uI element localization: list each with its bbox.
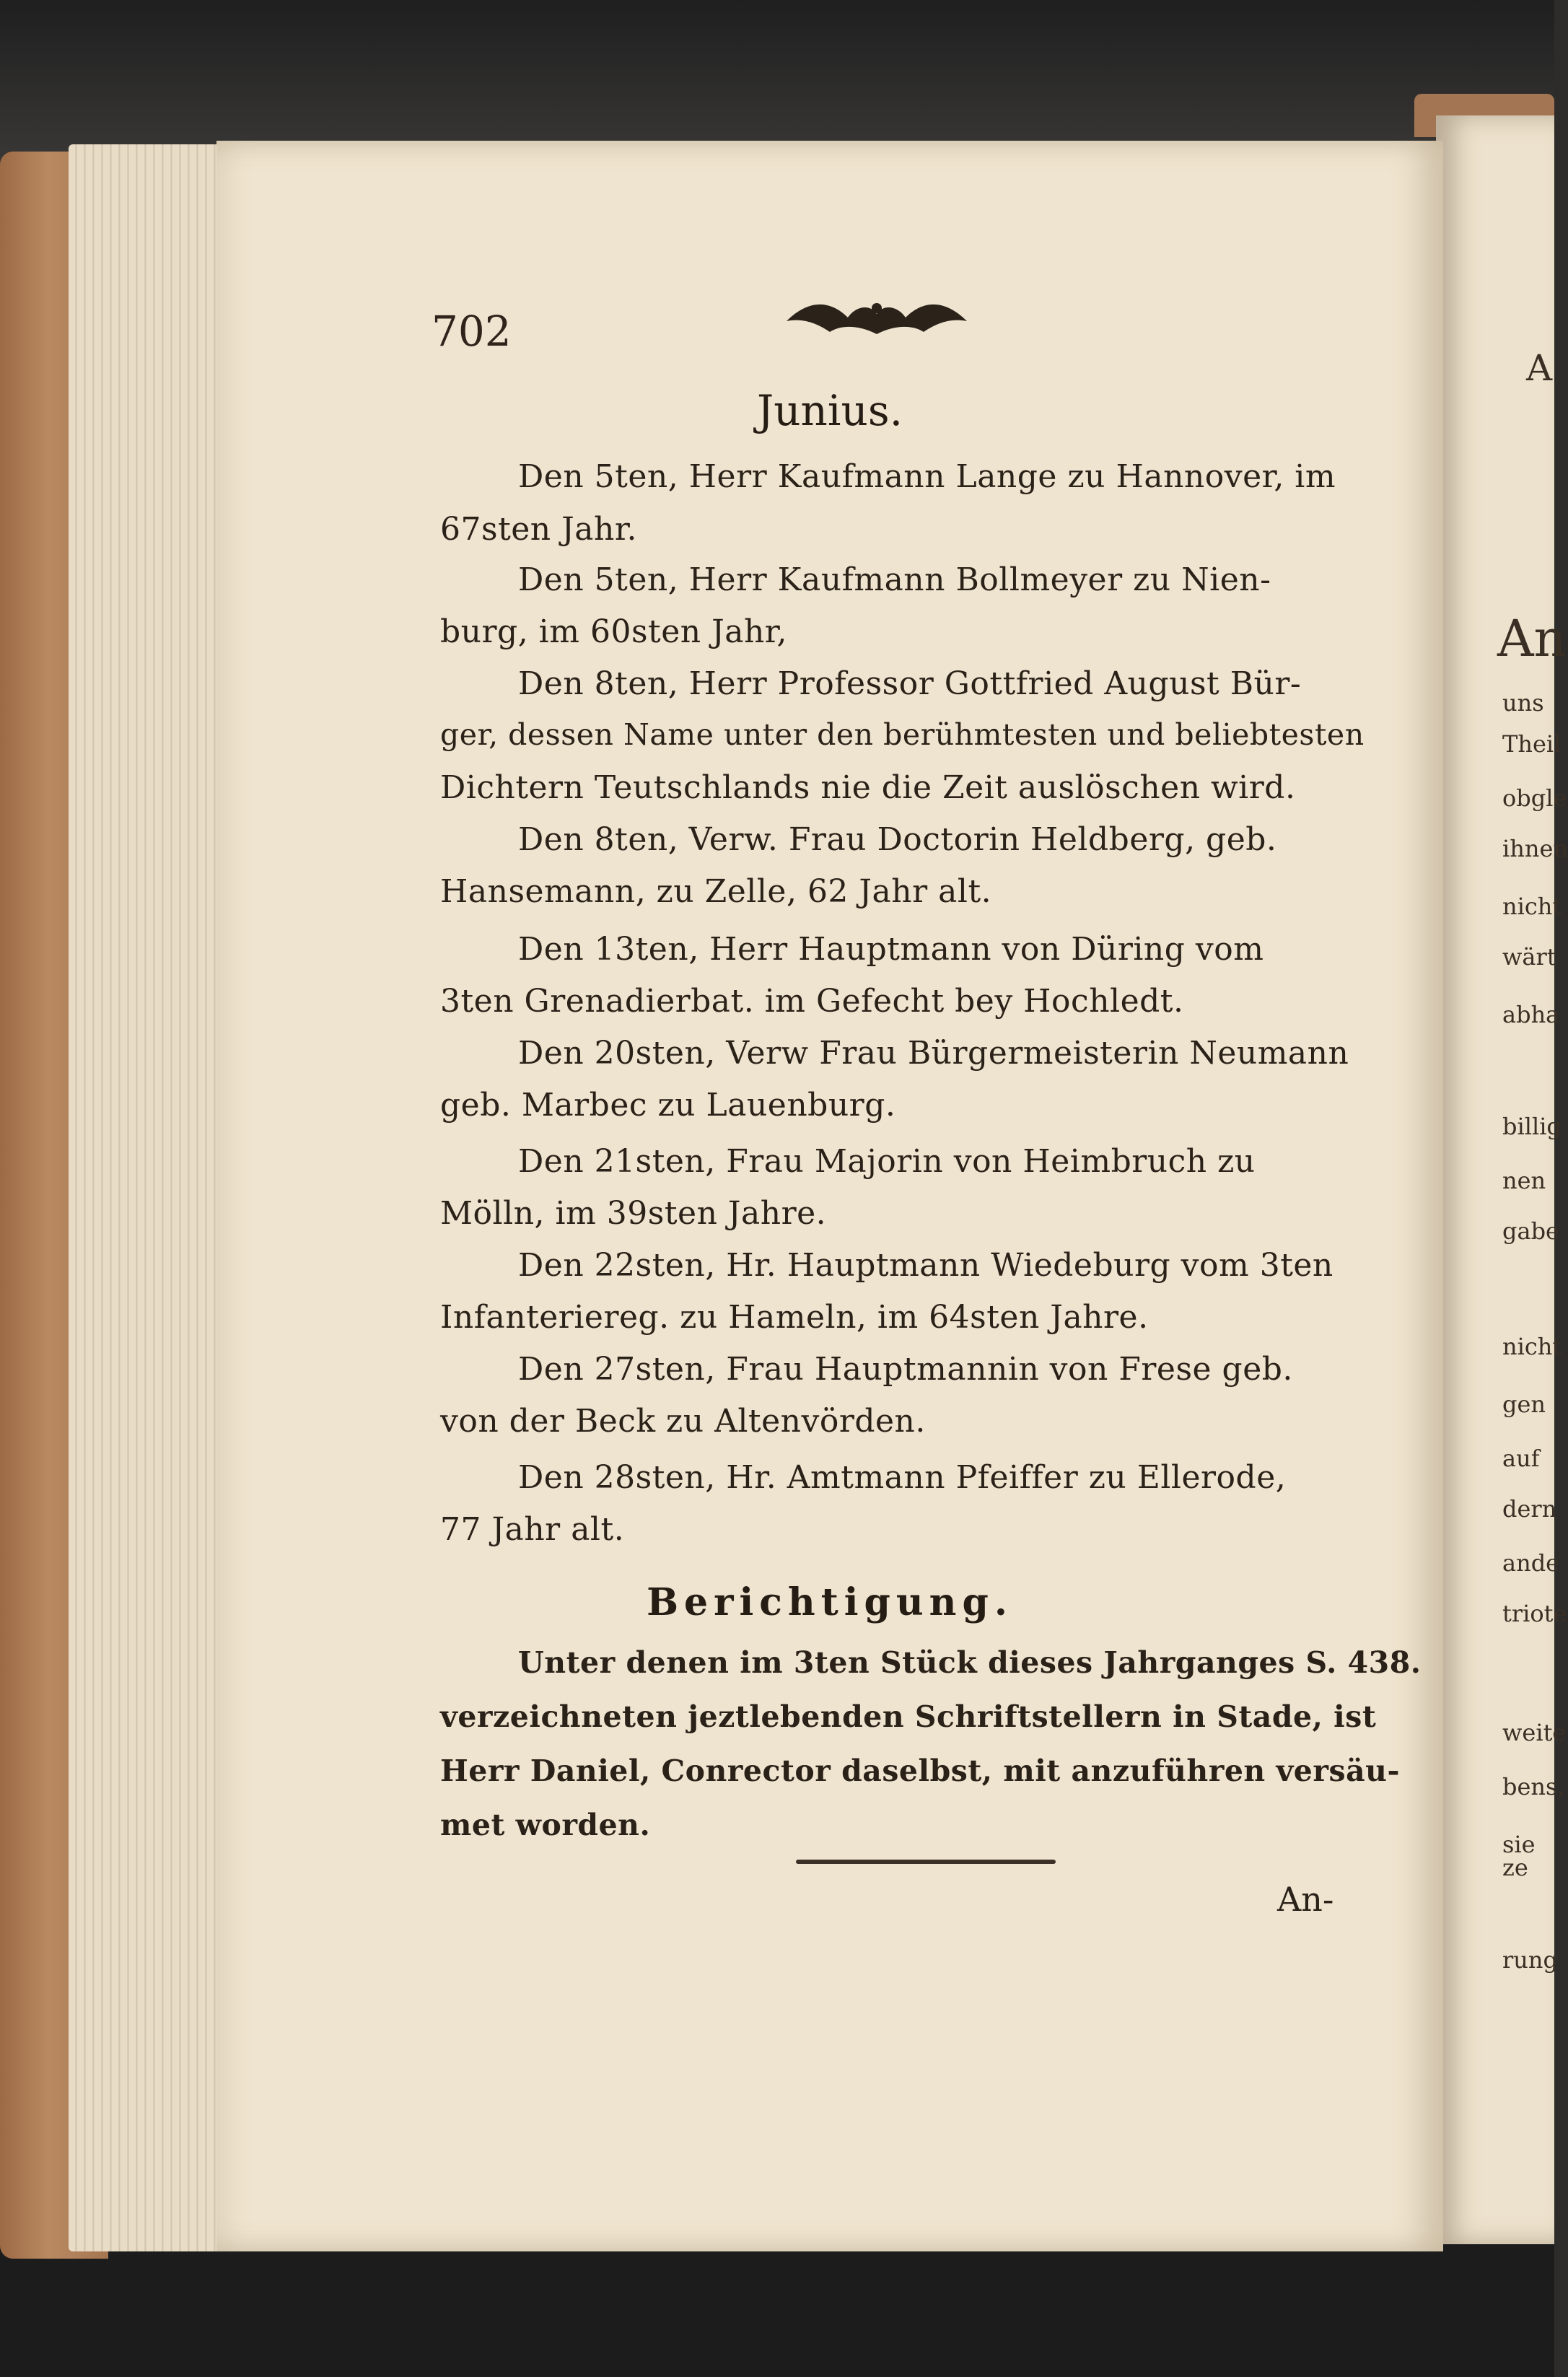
text-line: ger, dessen Name unter den berühmtesten und beliebtesten	[440, 717, 1365, 752]
text-line: Den 5ten, Herr Kaufmann Bollmeyer zu Nien‑	[518, 561, 1271, 598]
facing-fragment: wärt	[1502, 943, 1556, 971]
facing-fragment: bens,	[1502, 1773, 1565, 1800]
facing-fragment: A	[1526, 347, 1553, 389]
catchword: An‑	[1277, 1880, 1334, 1919]
facing-fragment: rung	[1502, 1946, 1558, 1974]
correction-line: Herr Daniel, Conrector daselbst, mit anzuführen versäu‑	[440, 1754, 1400, 1788]
facing-fragment: nicht	[1502, 1333, 1562, 1360]
text-line: Hansemann, zu Zelle, 62 Jahr alt.	[440, 873, 992, 910]
ornament-icon	[779, 292, 974, 343]
facing-fragment: abha	[1502, 1001, 1560, 1028]
correction-line: verzeichneten jeztlebenden Schriftstellern in Stade, ist	[440, 1699, 1377, 1734]
text-line: 3ten Grenadierbat. im Gefecht bey Hochledt.	[440, 983, 1184, 1020]
facing-fragment: gabe	[1502, 1217, 1559, 1245]
text-line: Den 5ten, Herr Kaufmann Lange zu Hannover, im	[518, 458, 1336, 495]
facing-fragment: weite	[1502, 1719, 1567, 1746]
text-line: burg, im 60sten Jahr,	[440, 613, 787, 650]
text-line: Dichtern Teutschlands nie die Zeit auslöschen wird.	[440, 769, 1296, 806]
divider-rule	[796, 1860, 1056, 1864]
facing-fragment: Theil	[1502, 730, 1562, 758]
text-line: Den 8ten, Herr Professor Gottfried August Bür‑	[518, 665, 1302, 702]
text-line: Den 21sten, Frau Majorin von Heimbruch zu	[518, 1143, 1256, 1180]
text-line: Den 8ten, Verw. Frau Doctorin Heldberg, geb.	[518, 821, 1277, 858]
text-line: geb. Marbec zu Lauenburg.	[440, 1087, 896, 1124]
facing-fragment: An	[1497, 609, 1567, 668]
facing-fragment: sie ze	[1502, 1831, 1536, 1881]
facing-fragment: uns	[1502, 689, 1544, 717]
facing-page	[1436, 115, 1568, 2244]
facing-fragment: auf	[1502, 1445, 1540, 1472]
correction-line: Unter denen im 3ten Stück dieses Jahrganges S. 438.	[518, 1645, 1422, 1680]
text-line: Den 20sten, Verw Frau Bürgermeisterin Neumann	[518, 1035, 1349, 1072]
page-number: 702	[432, 307, 512, 356]
facing-fragment: ihnen	[1502, 835, 1568, 862]
background-bottom	[0, 2230, 1554, 2377]
text-line: Den 28sten, Hr. Amtmann Pfeiffer zu Ellerode,	[518, 1459, 1287, 1496]
facing-fragment: obgle	[1502, 784, 1567, 812]
book-page	[216, 141, 1443, 2251]
text-line: Mölln, im 39sten Jahre.	[440, 1195, 827, 1232]
facing-fragment: dern	[1502, 1495, 1557, 1523]
facing-fragment: nicht	[1502, 893, 1562, 920]
correction-title: Berichtigung.	[647, 1580, 1013, 1624]
text-line: 77 Jahr alt.	[440, 1511, 625, 1548]
text-line: Den 22sten, Hr. Hauptmann Wiedeburg vom 3ten	[518, 1247, 1333, 1284]
facing-fragment: gen	[1502, 1391, 1546, 1418]
section-title: Junius.	[756, 386, 903, 435]
text-line: Infanteriereg. zu Hameln, im 64sten Jahre.	[440, 1299, 1149, 1336]
correction-line: met worden.	[440, 1808, 651, 1842]
facing-fragment: nen	[1502, 1167, 1546, 1194]
facing-fragment: billig	[1502, 1113, 1562, 1140]
text-line: von der Beck zu Altenvörden.	[440, 1403, 926, 1440]
text-line: Den 13ten, Herr Hauptmann von Düring vom	[518, 931, 1264, 968]
text-line: Den 27sten, Frau Hauptmannin von Frese geb.	[518, 1351, 1293, 1388]
facing-fragment: triote	[1502, 1600, 1567, 1627]
facing-fragment: ande	[1502, 1549, 1560, 1577]
page-edges	[69, 144, 235, 2251]
text-line: 67sten Jahr.	[440, 511, 638, 548]
